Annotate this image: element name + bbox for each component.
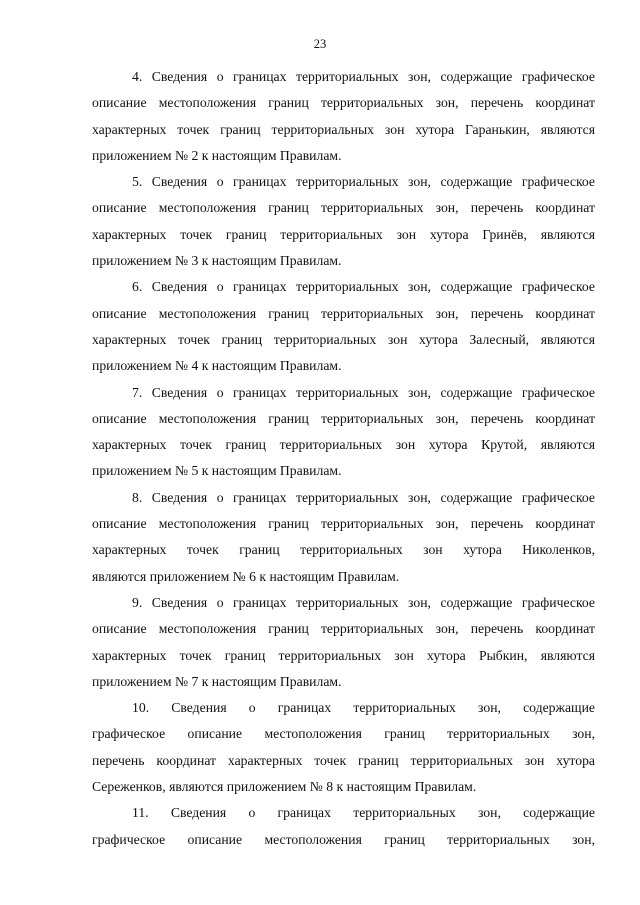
paragraph-line: характерных точек границ территориальных зон хутора Рыбкин, являются: [92, 647, 595, 663]
paragraph-9: [92, 590, 595, 695]
paragraph-line: описание местоположения границ территориальных зон, перечень координат: [92, 410, 595, 426]
paragraph-line: графическое описание местоположения границ территориальных зон,: [92, 831, 595, 847]
paragraph-6: [92, 274, 595, 379]
paragraph-line: приложением № 4 к настоящим Правилам.: [92, 358, 342, 374]
paragraph-line: являются приложением № 6 к настоящим Правилам.: [92, 568, 400, 584]
paragraph-line: 7. Сведения о границах территориальных зон, содержащие графическое: [132, 384, 595, 400]
paragraph-line: описание местоположения границ территориальных зон, перечень координат: [92, 200, 595, 216]
paragraph-line: Сереженков, являются приложением № 8 к настоящим Правилам.: [92, 779, 477, 795]
paragraph-4: [92, 64, 595, 169]
paragraph-line: описание местоположения границ территориальных зон, перечень координат: [92, 621, 595, 637]
paragraph-line: 4. Сведения о границах территориальных зон, содержащие графическое: [132, 69, 595, 84]
paragraph-line: характерных точек границ территориальных зон хутора Николенков,: [92, 542, 595, 558]
paragraph-line: перечень координат характерных точек границ территориальных зон хутора: [92, 752, 595, 768]
document-body: [92, 64, 595, 853]
paragraph-line: характерных точек границ территориальных зон хутора Гринёв, являются: [92, 226, 595, 242]
paragraph-line: приложением № 3 к настоящим Правилам.: [92, 253, 342, 269]
paragraph-7: [92, 380, 595, 485]
paragraph-line: приложением № 5 к настоящим Правилам.: [92, 463, 342, 479]
paragraph-line: 11. Сведения о границах территориальных зон, содержащие: [132, 805, 595, 821]
paragraph-line: описание местоположения границ территориальных зон, перечень координат: [92, 305, 595, 321]
paragraph-line: 6. Сведения о границах территориальных зон, содержащие графическое: [132, 279, 595, 295]
paragraph-11: [92, 800, 595, 853]
paragraph-line: приложением № 2 к настоящим Правилам.: [92, 147, 342, 163]
paragraph-line: 10. Сведения о границах территориальных зон, содержащие: [132, 700, 595, 716]
paragraph-line: характерных точек границ территориальных зон хутора Крутой, являются: [92, 437, 595, 453]
page-number: 23: [313, 37, 327, 51]
paragraph-line: 5. Сведения о границах территориальных зон, содержащие графическое: [132, 174, 595, 190]
paragraph-line: приложением № 7 к настоящим Правилам.: [92, 673, 342, 689]
paragraph-line: 8. Сведения о границах территориальных зон, содержащие графическое: [132, 489, 595, 505]
paragraph-line: 9. Сведения о границах территориальных зон, содержащие графическое: [132, 594, 595, 610]
paragraph-8: [92, 485, 595, 590]
paragraph-line: характерных точек границ территориальных зон хутора Залесный, являются: [92, 331, 595, 347]
paragraph-line: характерных точек границ территориальных зон хутора Гаранькин, являются: [92, 121, 595, 137]
paragraph-5: [92, 169, 595, 274]
paragraph-line: графическое описание местоположения границ территориальных зон,: [92, 726, 595, 742]
paragraph-line: описание местоположения границ территориальных зон, перечень координат: [92, 516, 595, 532]
paragraph-10: [92, 695, 595, 800]
paragraph-line: описание местоположения границ территориальных зон, перечень координат: [92, 95, 595, 111]
